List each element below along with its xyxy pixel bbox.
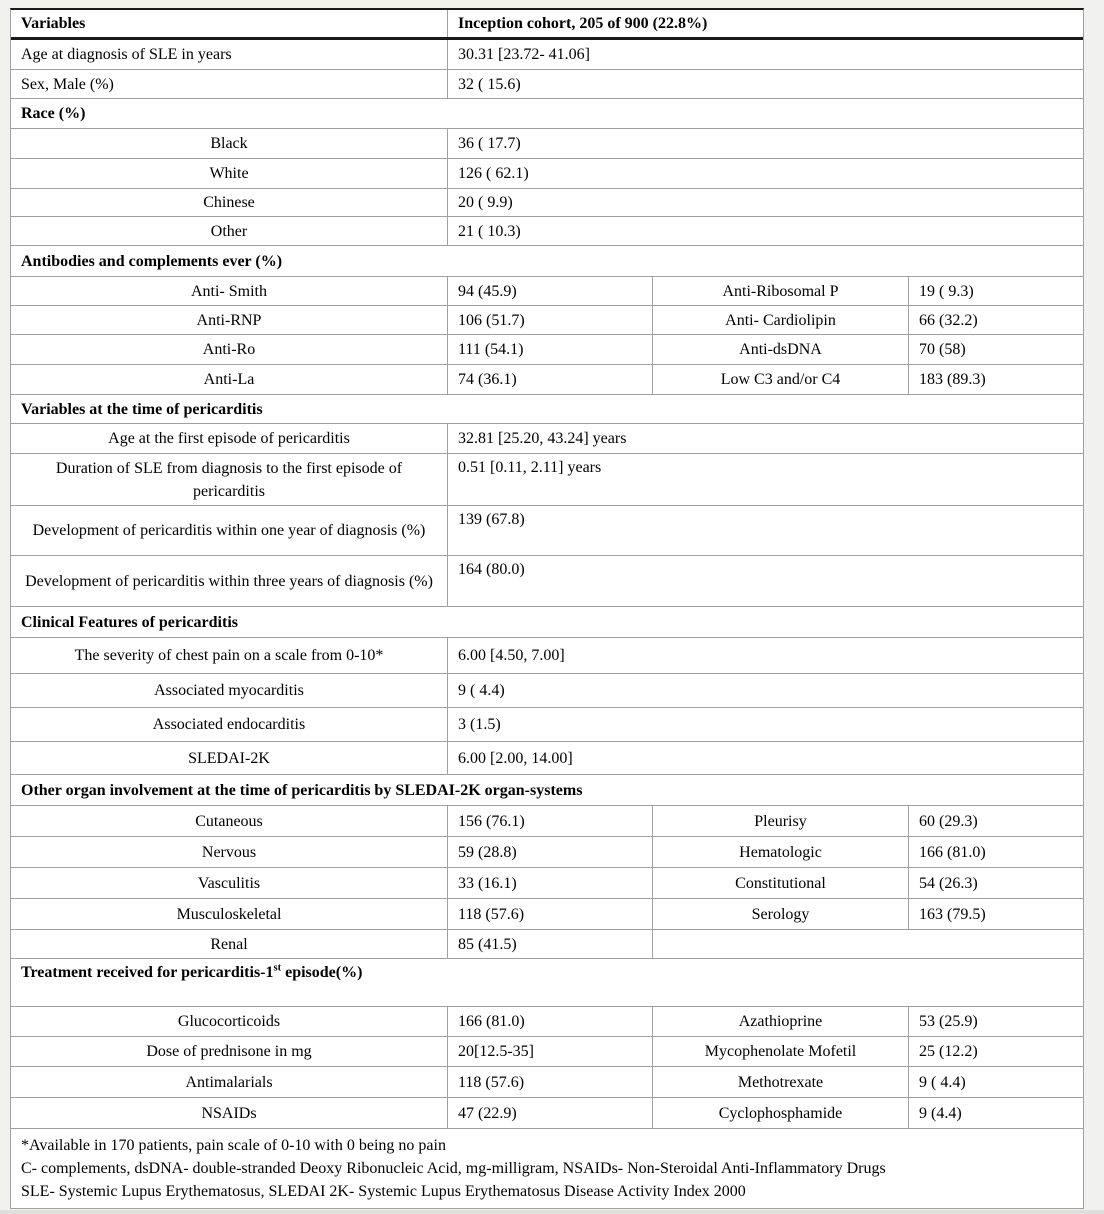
footnote-row <box>11 1129 1083 1208</box>
row-value: 33 (16.1) <box>447 868 652 898</box>
row-value: 54 (26.3) <box>908 868 1083 898</box>
row-label: Antimalarials <box>185 1073 273 1091</box>
row-value: 20 ( 9.9) <box>447 189 1083 216</box>
row-value: 6.00 [4.50, 7.00] <box>447 638 1083 673</box>
row-value: 85 (41.5) <box>447 930 652 958</box>
table-row <box>11 40 1083 70</box>
row-label: Serology <box>652 899 908 929</box>
row-value: 21 ( 10.3) <box>447 217 1083 245</box>
row-label: Sex, Male (%) <box>21 75 114 93</box>
section-row <box>11 395 1083 424</box>
table-row <box>11 742 1083 775</box>
row-value: 60 (29.3) <box>908 806 1083 836</box>
section-title: Clinical Features of pericarditis <box>21 613 238 631</box>
row-label: SLEDAI-2K <box>188 749 270 767</box>
row-value: 118 (57.6) <box>447 899 652 929</box>
table-row <box>11 129 1083 159</box>
row-label: Azathioprine <box>652 1007 908 1036</box>
row-value: 156 (76.1) <box>447 806 652 836</box>
row-label: Vasculitis <box>197 874 261 892</box>
row-value: 36 ( 17.7) <box>447 129 1083 158</box>
row-value: 19 ( 9.3) <box>908 277 1083 305</box>
cell-empty <box>652 930 1083 958</box>
row-label: Age at diagnosis of SLE in years <box>21 46 232 63</box>
row-label: Anti-dsDNA <box>652 335 908 364</box>
table-row <box>11 1067 1083 1098</box>
table-row <box>11 70 1083 99</box>
row-label: Pleurisy <box>652 806 908 836</box>
table-row <box>11 365 1083 395</box>
row-label: The severity of chest pain on a scale from 0-10* <box>74 647 384 664</box>
row-label: Dose of prednisone in mg <box>146 1043 312 1060</box>
row-value: 106 (51.7) <box>447 306 652 334</box>
row-value: 59 (28.8) <box>447 837 652 867</box>
row-label: Development of pericarditis within one year of diagnosis (%) <box>32 522 426 539</box>
row-label: Methotrexate <box>652 1067 908 1097</box>
table-row <box>11 306 1083 335</box>
footnote-line: SLE- Systemic Lupus Erythematosus, SLEDAI 2K- Systemic Lupus Erythematosus Disease Activity Index 2000 <box>21 1183 746 1200</box>
row-value: 53 (25.9) <box>908 1007 1083 1036</box>
section-title: Antibodies and complements ever (%) <box>21 252 283 270</box>
characteristics-table <box>10 8 1084 1209</box>
row-label: Glucocorticoids <box>177 1013 281 1030</box>
row-value: 32.81 [25.20, 43.24] years <box>447 424 1083 453</box>
row-value: 9 (4.4) <box>908 1098 1083 1128</box>
row-label: Nervous <box>201 843 257 861</box>
row-value: 9 ( 4.4) <box>908 1067 1083 1097</box>
section-title: Variables at the time of pericarditis <box>21 400 263 418</box>
section-title <box>11 959 1083 1006</box>
table-row <box>11 708 1083 742</box>
row-label: Associated myocarditis <box>154 682 304 699</box>
row-label: Other <box>210 222 248 240</box>
row-value: 0.51 [0.11, 2.11] years <box>447 454 1083 505</box>
table-row <box>11 837 1083 868</box>
row-label: Anti-RNP <box>196 311 262 329</box>
table-row <box>11 556 1083 607</box>
row-value: 163 (79.5) <box>908 899 1083 929</box>
page-bottom-edge <box>0 1210 1104 1214</box>
row-label: Mycophenolate Mofetil <box>652 1037 908 1066</box>
row-value: 164 (80.0) <box>447 556 1083 606</box>
section-row <box>11 607 1083 638</box>
row-value: 6.00 [2.00, 14.00] <box>447 742 1083 774</box>
row-value: 111 (54.1) <box>447 335 652 364</box>
header-row <box>11 10 1083 40</box>
row-value: 66 (32.2) <box>908 306 1083 334</box>
table-row <box>11 159 1083 189</box>
row-label: Development of pericarditis within three years of diagnosis (%) <box>25 572 433 590</box>
text-part: episode(%) <box>281 964 363 981</box>
row-label: Cutaneous <box>195 812 263 830</box>
row-value: 126 ( 62.1) <box>447 159 1083 188</box>
row-label: Anti-La <box>203 371 255 388</box>
row-value: 94 (45.9) <box>447 277 652 305</box>
table-row <box>11 1037 1083 1067</box>
footnote-cell <box>11 1129 1083 1208</box>
row-value: 20[12.5-35] <box>447 1037 652 1066</box>
footnote-line: *Available in 170 patients, pain scale of 0-10 with 0 being no pain <box>21 1137 446 1154</box>
table-row <box>11 454 1083 506</box>
table-row <box>11 868 1083 899</box>
footnote-line: C- complements, dsDNA- double-stranded Deoxy Ribonucleic Acid, mg-milligram, NSAIDs- Non-Steroidal Anti-Inflammatory Drugs <box>21 1160 886 1177</box>
row-label: White <box>209 165 249 182</box>
row-value: 166 (81.0) <box>908 837 1083 867</box>
row-label: Anti-Ribosomal P <box>652 277 908 305</box>
table-row <box>11 1098 1083 1129</box>
row-label: Age at the first episode of pericarditis <box>108 430 350 447</box>
row-label: Associated endocarditis <box>152 716 306 733</box>
row-value: 3 (1.5) <box>447 708 1083 741</box>
row-label: Black <box>210 135 248 152</box>
table-row <box>11 506 1083 556</box>
row-label: Musculoskeletal <box>176 905 282 923</box>
row-label: Hematologic <box>652 837 908 867</box>
row-label: Chinese <box>203 194 255 211</box>
row-label: Duration of SLE from diagnosis to the first episode of pericarditis <box>55 459 403 500</box>
section-title: Other organ involvement at the time of pericarditis by SLEDAI-2K organ-systems <box>21 781 583 799</box>
row-value: 139 (67.8) <box>447 506 1083 555</box>
column-header: Inception cohort, 205 of 900 (22.8%) <box>447 10 1083 37</box>
row-value: 74 (36.1) <box>447 365 652 394</box>
table-row <box>11 1007 1083 1037</box>
row-value: 183 (89.3) <box>908 365 1083 394</box>
table-row <box>11 189 1083 217</box>
table-row <box>11 277 1083 306</box>
section-row <box>11 246 1083 277</box>
section-row <box>11 775 1083 806</box>
row-value: 30.31 [23.72- 41.06] <box>447 40 1083 69</box>
table-row <box>11 217 1083 246</box>
table-row <box>11 638 1083 674</box>
row-value: 70 (58) <box>908 335 1083 364</box>
table-row <box>11 335 1083 365</box>
row-label: Constitutional <box>652 868 908 898</box>
section-title-text <box>21 961 1073 984</box>
row-value: 166 (81.0) <box>447 1007 652 1036</box>
column-header: Variables <box>21 15 86 32</box>
table-row <box>11 424 1083 454</box>
row-label: Low C3 and/or C4 <box>652 365 908 394</box>
section-title: Race (%) <box>21 105 86 122</box>
row-value: 118 (57.6) <box>447 1067 652 1097</box>
row-label: Anti- Smith <box>190 282 267 300</box>
section-row <box>11 959 1083 1007</box>
row-value: 32 ( 15.6) <box>447 70 1083 98</box>
row-label: Anti-Ro <box>202 341 256 358</box>
row-label: NSAIDs <box>201 1104 257 1122</box>
table-row <box>11 806 1083 837</box>
table-row <box>11 674 1083 708</box>
row-value: 47 (22.9) <box>447 1098 652 1128</box>
superscript: st <box>273 962 282 974</box>
text-part: Treatment received for pericarditis-1 <box>21 964 274 981</box>
row-label: Renal <box>210 935 248 953</box>
table-row <box>11 899 1083 930</box>
row-label: Anti- Cardiolipin <box>652 306 908 334</box>
row-label: Cyclophosphamide <box>652 1098 908 1128</box>
table-row <box>11 930 1083 959</box>
row-value: 9 ( 4.4) <box>447 674 1083 707</box>
row-value: 25 (12.2) <box>908 1037 1083 1066</box>
section-row <box>11 99 1083 129</box>
